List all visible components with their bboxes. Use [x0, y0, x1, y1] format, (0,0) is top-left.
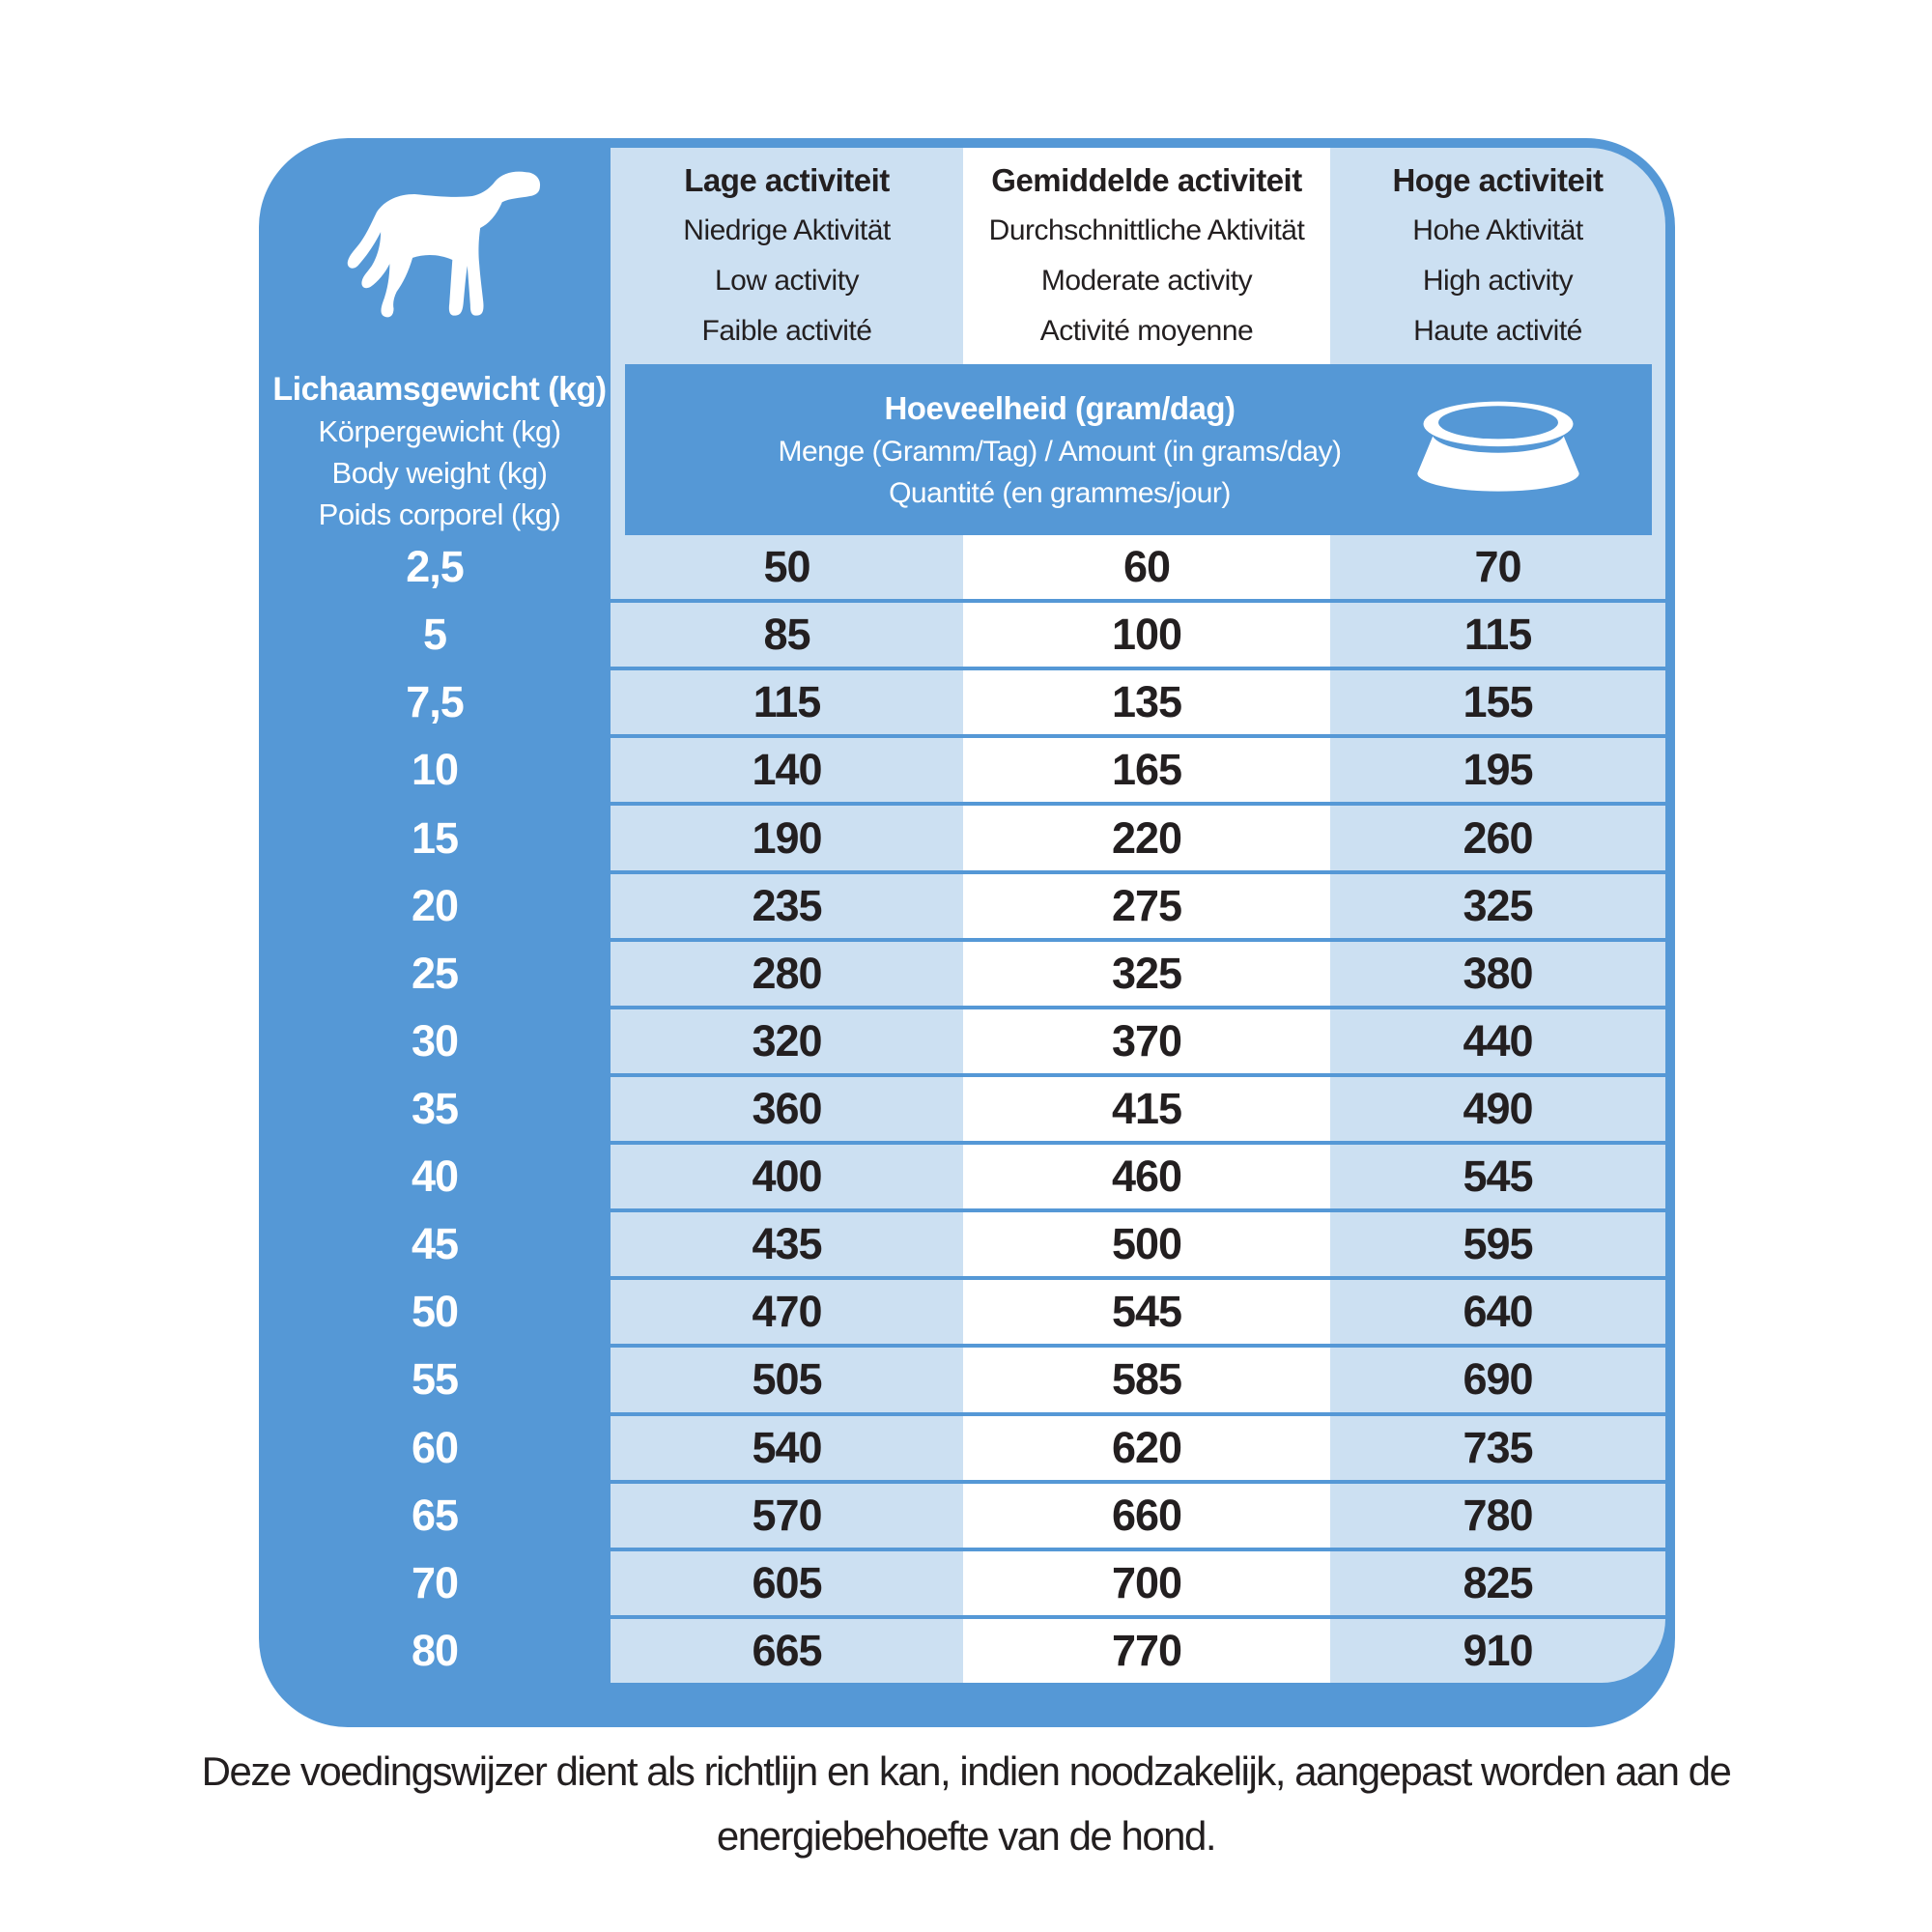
amount-high-activity: 780 [1330, 1484, 1665, 1548]
amount-high-activity: 260 [1330, 806, 1665, 869]
amount-subtitle-de-en: Menge (Gramm/Tag) / Amount (in grams/day) [778, 435, 1342, 468]
amount-moderate-activity: 660 [963, 1484, 1330, 1548]
body-weight-value: 40 [411, 1151, 459, 1202]
body-weight-value: 60 [411, 1422, 459, 1472]
column-header-high-activity [1330, 148, 1665, 364]
amount-banner-band [611, 364, 1665, 535]
amount-high-activity: 545 [1330, 1145, 1665, 1208]
amount-high-activity: 440 [1330, 1009, 1665, 1073]
amount-high-activity: 195 [1330, 738, 1665, 802]
amount-moderate-activity: 325 [963, 942, 1330, 1006]
body-weight-value: 15 [411, 812, 459, 863]
footer-note-line2: energiebehoefte van de hond. [716, 1813, 1216, 1859]
body-weight-value: 2,5 [406, 542, 464, 592]
amount-low-activity: 190 [611, 806, 963, 869]
amount-high-activity: 380 [1330, 942, 1665, 1006]
amount-high-activity: 595 [1330, 1212, 1665, 1276]
amount-moderate-activity: 460 [963, 1145, 1330, 1208]
body-weight-subtitle-de: Körpergewicht (kg) [318, 414, 561, 448]
body-weight-value: 30 [411, 1015, 459, 1065]
amount-low-activity: 505 [611, 1348, 963, 1411]
amount-moderate-activity: 275 [963, 874, 1330, 938]
amount-moderate-activity: 165 [963, 738, 1330, 802]
column-header-moderate-activity [963, 148, 1330, 364]
amount-title: Hoeveelheid (gram/dag) [884, 389, 1236, 426]
amount-high-activity: 735 [1330, 1416, 1665, 1480]
amount-low-activity: 50 [611, 535, 963, 599]
amount-low-activity: 570 [611, 1484, 963, 1548]
amount-low-activity: 605 [611, 1551, 963, 1615]
column-subtitle-fr: Activité moyenne [1039, 315, 1254, 347]
amount-high-activity: 325 [1330, 874, 1665, 938]
amount-moderate-activity: 370 [963, 1009, 1330, 1073]
amount-low-activity: 540 [611, 1416, 963, 1480]
column-subtitle-de: Niedrige Aktivität [683, 214, 891, 246]
body-weight-value: 10 [411, 745, 459, 795]
amount-high-activity: 910 [1330, 1619, 1665, 1683]
amount-banner [625, 364, 1652, 535]
amount-moderate-activity: 770 [963, 1619, 1330, 1683]
amount-low-activity: 360 [611, 1077, 963, 1141]
amount-moderate-activity: 220 [963, 806, 1330, 869]
amount-low-activity: 140 [611, 738, 963, 802]
column-subtitle-en: High activity [1422, 265, 1574, 297]
amount-low-activity: 400 [611, 1145, 963, 1208]
amount-low-activity: 665 [611, 1619, 963, 1683]
amount-low-activity: 115 [611, 670, 963, 734]
body-weight-value: 25 [411, 948, 459, 998]
feeding-table-rows [259, 535, 1665, 1683]
amount-banner-text [625, 364, 1494, 535]
column-header-low-activity [611, 148, 963, 364]
column-subtitle-en: Moderate activity [1040, 265, 1253, 297]
dog-icon [341, 162, 544, 327]
activity-header-row [611, 148, 1665, 364]
food-bowl-icon [1408, 393, 1588, 507]
amount-low-activity: 320 [611, 1009, 963, 1073]
body-weight-value: 20 [411, 880, 459, 930]
amount-high-activity: 115 [1330, 603, 1665, 667]
amount-low-activity: 85 [611, 603, 963, 667]
body-weight-header [269, 368, 611, 535]
amount-high-activity: 825 [1330, 1551, 1665, 1615]
body-weight-value: 35 [411, 1083, 459, 1133]
body-weight-value: 65 [411, 1490, 459, 1540]
amount-low-activity: 435 [611, 1212, 963, 1276]
amount-high-activity: 490 [1330, 1077, 1665, 1141]
amount-low-activity: 280 [611, 942, 963, 1006]
amount-high-activity: 690 [1330, 1348, 1665, 1411]
amount-moderate-activity: 700 [963, 1551, 1330, 1615]
body-weight-subtitle-en: Body weight (kg) [331, 456, 548, 490]
column-title: Gemiddelde activiteit [991, 162, 1302, 198]
amount-high-activity: 70 [1330, 535, 1665, 599]
amount-high-activity: 155 [1330, 670, 1665, 734]
footer-note [0, 1739, 1932, 1868]
column-subtitle-de: Durchschnittliche Aktivität [988, 214, 1305, 246]
amount-high-activity: 640 [1330, 1280, 1665, 1344]
amount-low-activity: 470 [611, 1280, 963, 1344]
body-weight-value: 55 [411, 1354, 459, 1405]
body-weight-value: 45 [411, 1219, 459, 1269]
body-weight-title: Lichaamsgewicht (kg) [272, 371, 607, 408]
column-subtitle-de: Hohe Aktivität [1412, 214, 1583, 246]
amount-moderate-activity: 585 [963, 1348, 1330, 1411]
amount-low-activity: 235 [611, 874, 963, 938]
column-subtitle-fr: Haute activité [1413, 315, 1582, 347]
amount-subtitle-fr: Quantité (en grammes/jour) [889, 476, 1231, 509]
column-title: Hoge activiteit [1392, 162, 1604, 198]
amount-moderate-activity: 60 [963, 535, 1330, 599]
column-subtitle-en: Low activity [714, 265, 860, 297]
body-weight-subtitle-fr: Poids corporel (kg) [318, 497, 561, 531]
feeding-guide-table [259, 138, 1675, 1727]
amount-moderate-activity: 500 [963, 1212, 1330, 1276]
amount-moderate-activity: 620 [963, 1416, 1330, 1480]
amount-moderate-activity: 415 [963, 1077, 1330, 1141]
amount-moderate-activity: 135 [963, 670, 1330, 734]
body-weight-value: 80 [411, 1625, 459, 1675]
amount-moderate-activity: 100 [963, 603, 1330, 667]
column-title: Lage activiteit [684, 162, 890, 198]
body-weight-value: 70 [411, 1557, 459, 1607]
body-weight-value: 5 [422, 610, 447, 660]
column-subtitle-fr: Faible activité [701, 315, 872, 347]
body-weight-value: 50 [411, 1287, 459, 1337]
amount-moderate-activity: 545 [963, 1280, 1330, 1344]
footer-note-line1: Deze voedingswijzer dient als richtlijn en kan, indien noodzakelijk, aangepast worden aan de [201, 1748, 1731, 1794]
body-weight-value: 7,5 [406, 677, 464, 727]
